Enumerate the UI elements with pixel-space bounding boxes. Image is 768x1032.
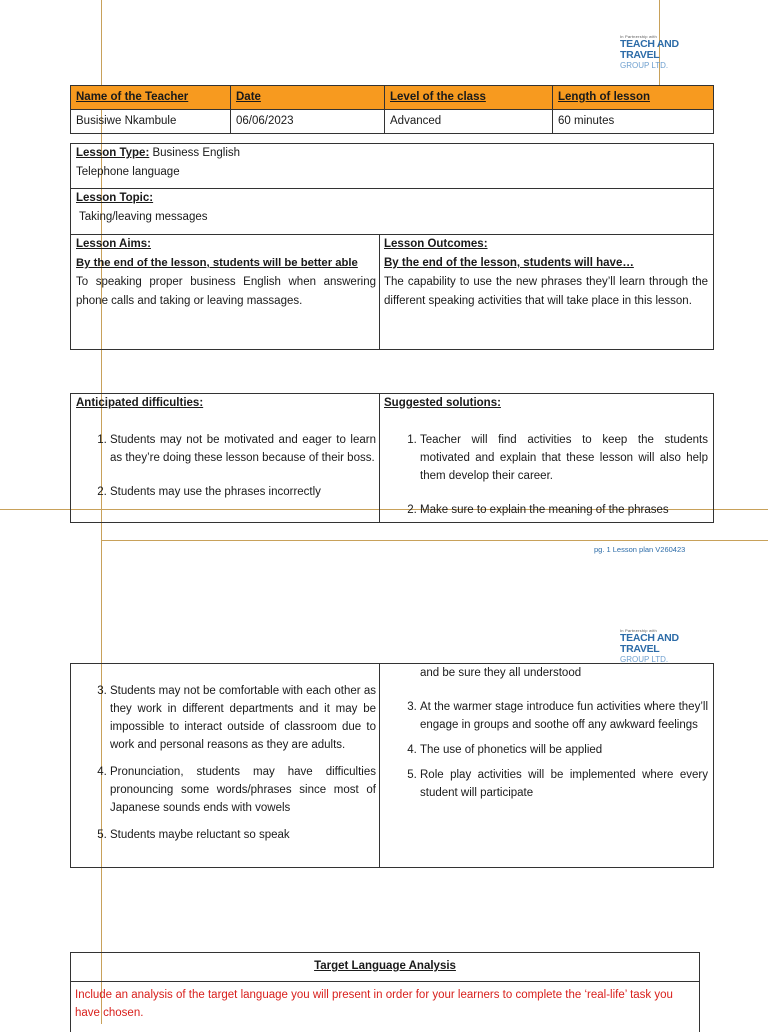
solutions-section (384, 395, 708, 522)
solution-item: 5. Role play activities will be implemented where every student will participate (420, 766, 708, 802)
lesson-outcomes-text: The capability to use the new phrases they’ll learn through the different speaking activities that will take place in this lesson. (384, 276, 708, 307)
solutions-continued (384, 664, 708, 802)
difficulties-label: Anticipated difficulties: (76, 397, 204, 409)
difficulty-item: 5. Students maybe reluctant so speak (110, 826, 376, 844)
company-logo: In Partnership with TEACH AND TRAVEL GROUP LTD. (620, 628, 679, 664)
lesson-length: 60 minutes (553, 110, 714, 134)
header-teacher: Name of the Teacher (71, 86, 231, 110)
difficulty-item: 4. Pronunciation, students may have difficulties pronouncing some words/phrases since most of Japanese sounds ends with vowels (110, 763, 376, 817)
header-level: Level of the class (385, 86, 553, 110)
difficulty-item: 3. Students may not be comfortable with each other as they work in different departments and it may be impossible to interact outside of classroom due to work and personal reasons as they are adults. (110, 682, 376, 754)
company-logo: In Partnership with TEACH AND TRAVEL GROUP LTD. (620, 34, 679, 70)
solutions-list (384, 431, 708, 519)
class-level: Advanced (385, 110, 553, 134)
difficulties-list-continued (76, 682, 376, 844)
lesson-aims-lead: By the end of the lesson, students will be better able (76, 257, 358, 269)
divider (70, 522, 714, 523)
difficulties-list (76, 431, 376, 501)
header-date: Date (231, 86, 385, 110)
lesson-info-table (70, 85, 714, 134)
solution-item: 1. Teacher will find activities to keep the students motivated and explain that these lesson will also help them develop their career. (420, 431, 708, 485)
lesson-topic-label: Lesson Topic: (76, 192, 154, 204)
solution-item: 2. Make sure to explain the meaning of the phrases (420, 501, 708, 519)
divider (379, 663, 380, 868)
lesson-topic-section (76, 189, 208, 227)
solutions-list-continued (384, 698, 708, 802)
lesson-type-value: Business English (152, 147, 241, 159)
difficulty-item: 2. Students may use the phrases incorrectly (110, 483, 376, 501)
lesson-outcomes-label: Lesson Outcomes: (384, 238, 488, 250)
page-footer: pg. 1 Lesson plan V260423 (594, 545, 686, 554)
header-length: Length of lesson (553, 86, 714, 110)
target-language-title: Target Language Analysis (314, 960, 456, 972)
difficulties-continued (76, 682, 376, 844)
target-language-instruction: Include an analysis of the target language you will present in order for your learners to complete the ‘real-life’ task you have chosen. (75, 989, 673, 1019)
solution-item: 4. The use of phonetics will be applied (420, 741, 708, 759)
info-header-row (71, 86, 714, 110)
difficulties-section (76, 395, 376, 522)
lesson-aims-section (76, 235, 376, 311)
lesson-aims-label: Lesson Aims: (76, 238, 151, 250)
lesson-type-sub: Telephone language (76, 166, 180, 178)
lesson-aims-text: To speaking proper business English when answering phone calls and taking or leaving massages. (76, 276, 376, 307)
lesson-outcomes-lead: By the end of the lesson, students will have… (384, 257, 634, 269)
solutions-continued-lead: and be sure they all understood (420, 667, 582, 679)
difficulty-item: 1. Students may not be motivated and eager to learn as they’re doing these lesson because of their boss. (110, 431, 376, 467)
divider (379, 234, 380, 350)
divider (70, 981, 700, 982)
lesson-date: 06/06/2023 (231, 110, 385, 134)
lesson-topic-value: Taking/leaving messages (79, 211, 208, 223)
solutions-label: Suggested solutions: (384, 397, 501, 409)
lesson-type-section (76, 144, 240, 182)
solution-item: 3. At the warmer stage introduce fun activities where they’ll engage in groups and soothe off any awkward feelings (420, 698, 708, 734)
lesson-outcomes-section (384, 235, 708, 311)
crop-line-horizontal-2 (101, 540, 768, 541)
teacher-name: Busisiwe Nkambule (71, 110, 231, 134)
lesson-type-label: Lesson Type: (76, 147, 150, 159)
info-value-row (71, 110, 714, 134)
divider (379, 393, 380, 523)
